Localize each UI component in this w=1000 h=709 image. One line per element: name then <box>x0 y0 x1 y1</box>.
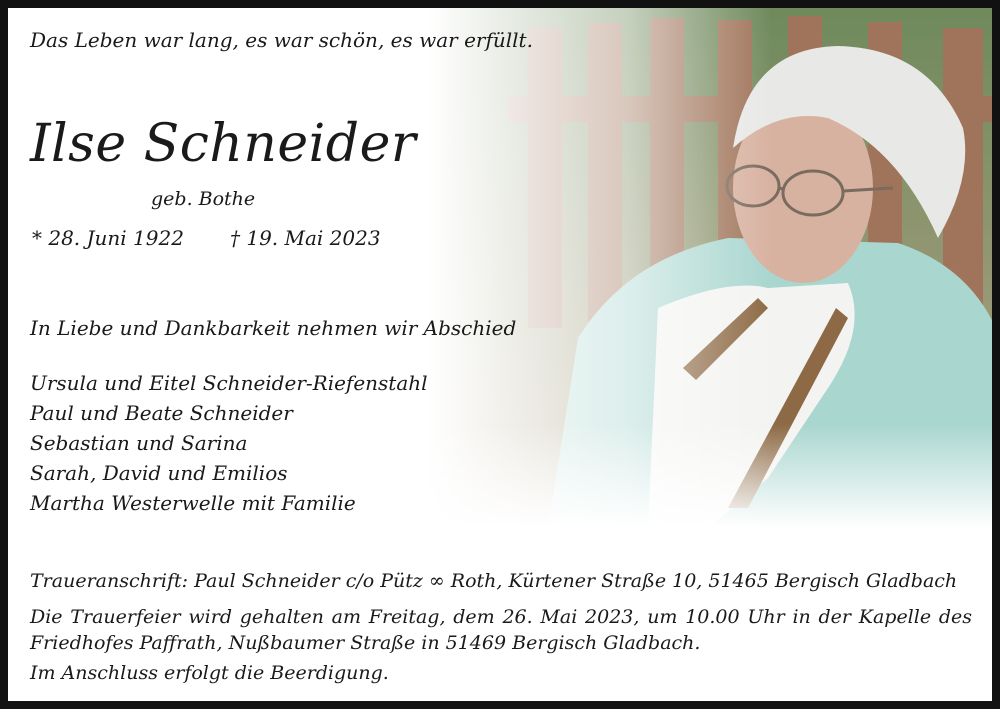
birth-date: * 28. Juni 1922 <box>32 226 184 250</box>
mourners-list <box>30 368 428 518</box>
funeral-service-info: Die Trauerfeier wird gehalten am Freitag, dem 26. Mai 2023, um 10.00 Uhr in der Kapelle des Friedhofes Paffrath, Nußbaumer Straße in 51469 Bergisch Gladbach. <box>30 606 972 654</box>
mourning-address: Traueranschrift: Paul Schneider c/o Pütz ∞ Roth, Kürtener Straße 10, 51465 Bergisch Gladbach <box>30 570 958 592</box>
motto-text: Das Leben war lang, es war schön, es war erfüllt. <box>30 28 533 52</box>
mourner-item: Sebastian und Sarina <box>30 431 248 455</box>
mourner-item: Martha Westerwelle mit Familie <box>30 491 356 515</box>
mourner-item: Ursula und Eitel Schneider-Riefenstahl <box>30 371 428 395</box>
mourner-item: Paul und Beate Schneider <box>30 401 293 425</box>
burial-info: Im Anschluss erfolgt die Beerdigung. <box>30 662 389 684</box>
death-date: † 19. Mai 2023 <box>230 226 381 250</box>
deceased-name: Ilse Schneider <box>30 114 417 174</box>
farewell-text: In Liebe und Dankbarkeit nehmen wir Abschied <box>30 316 517 340</box>
mourner-item: Sarah, David und Emilios <box>30 461 288 485</box>
maiden-name: geb. Bothe <box>151 188 256 210</box>
portrait-photo <box>428 8 1000 528</box>
